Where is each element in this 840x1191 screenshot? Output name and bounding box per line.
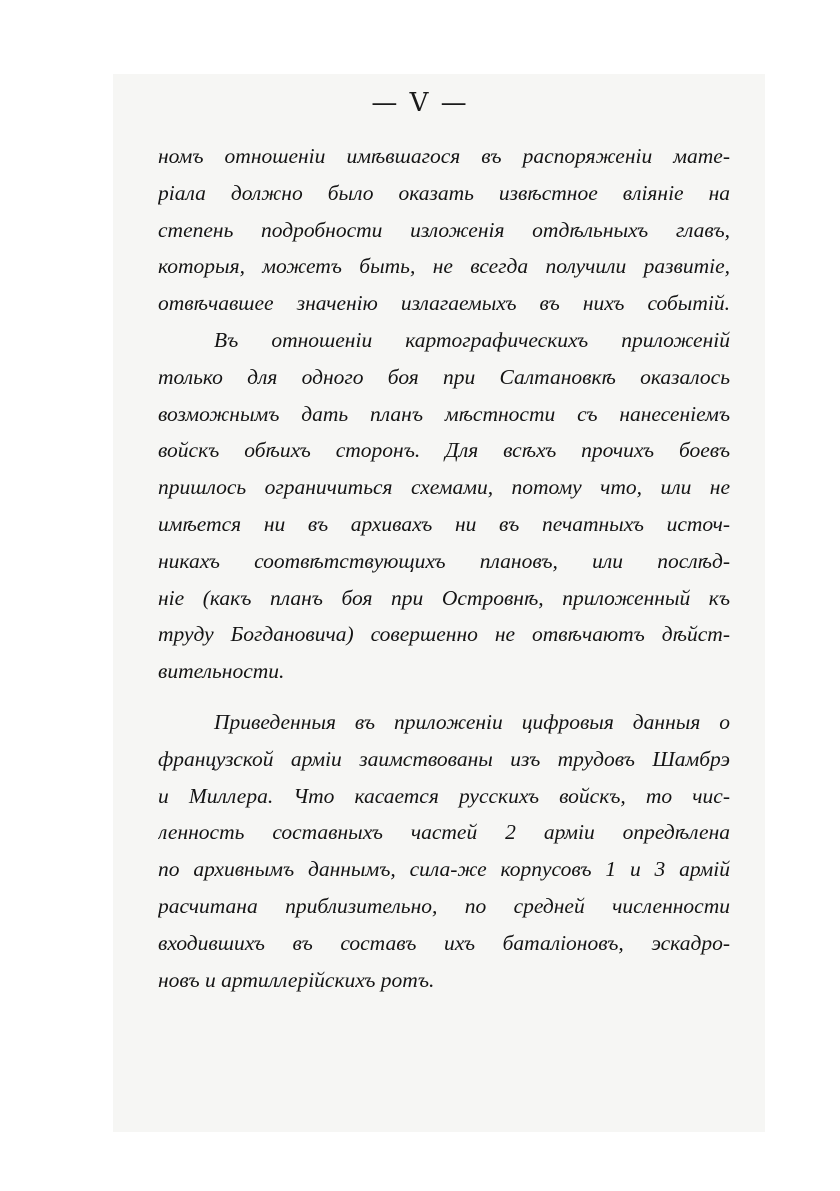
text-line: рiала должно было оказать извѣстное влiянiе на	[158, 180, 730, 205]
body-text	[158, 138, 730, 998]
text-line: ленность составныхъ частей 2 армiи опредѣлена	[158, 820, 730, 845]
text-line: труду Богдановича) совершенно не отвѣчаютъ дѣйст-	[158, 622, 730, 647]
text-line: которыя, можетъ быть, не всегда получили развитiе,	[158, 254, 730, 279]
text-line: номъ отношенiи имѣвшагося въ распоряженiи мате-	[158, 144, 730, 168]
text-line: по архивнымъ даннымъ, сила-же корпусовъ 1 и 3 армiй	[158, 857, 730, 882]
text-line: новъ и артиллерiйскихъ ротъ.	[158, 967, 435, 992]
paragraph-1	[158, 138, 730, 322]
text-line: французской армiи заимствованы изъ трудовъ Шамбрэ	[158, 746, 730, 771]
text-line: Приведенныя въ приложенiи цифровыя данныя о	[214, 709, 730, 734]
text-line: войскъ обѣихъ сторонъ. Для всѣхъ прочихъ боевъ	[158, 438, 730, 463]
text-line: Въ отношенiи картографическихъ приложенiй	[214, 327, 730, 352]
text-line: имѣется ни въ архивахъ ни въ печатныхъ источ-	[158, 511, 730, 536]
paragraph-gap	[158, 690, 730, 704]
text-line: возможнымъ дать планъ мѣстности съ нанесенiемъ	[158, 401, 730, 426]
text-line: только для одного боя при Салтановкѣ оказалось	[158, 364, 730, 389]
page-number: — V —	[371, 88, 469, 118]
text-line: нiе (какъ планъ боя при Островнѣ, приложенный къ	[158, 585, 730, 610]
text-line: степень подробности изложенiя отдѣльныхъ главъ,	[158, 217, 730, 242]
paragraph-2	[158, 322, 730, 690]
text-line: расчитана приблизительно, по средней численности	[158, 893, 730, 918]
text-line: и Миллера. Что касается русскихъ войскъ, то чис-	[158, 783, 730, 808]
paragraph-3	[158, 704, 730, 998]
text-line: входившихъ въ составъ ихъ баталiоновъ, эскадро-	[158, 930, 730, 955]
text-line: никахъ соотвѣтствующихъ плановъ, или послѣд-	[158, 548, 730, 573]
text-line: вительности.	[158, 659, 285, 684]
text-line: пришлось ограничиться схемами, потому что, или не	[158, 475, 730, 500]
text-line: отвѣчавшее значенiю излагаемыхъ въ нихъ событiй.	[158, 291, 730, 316]
